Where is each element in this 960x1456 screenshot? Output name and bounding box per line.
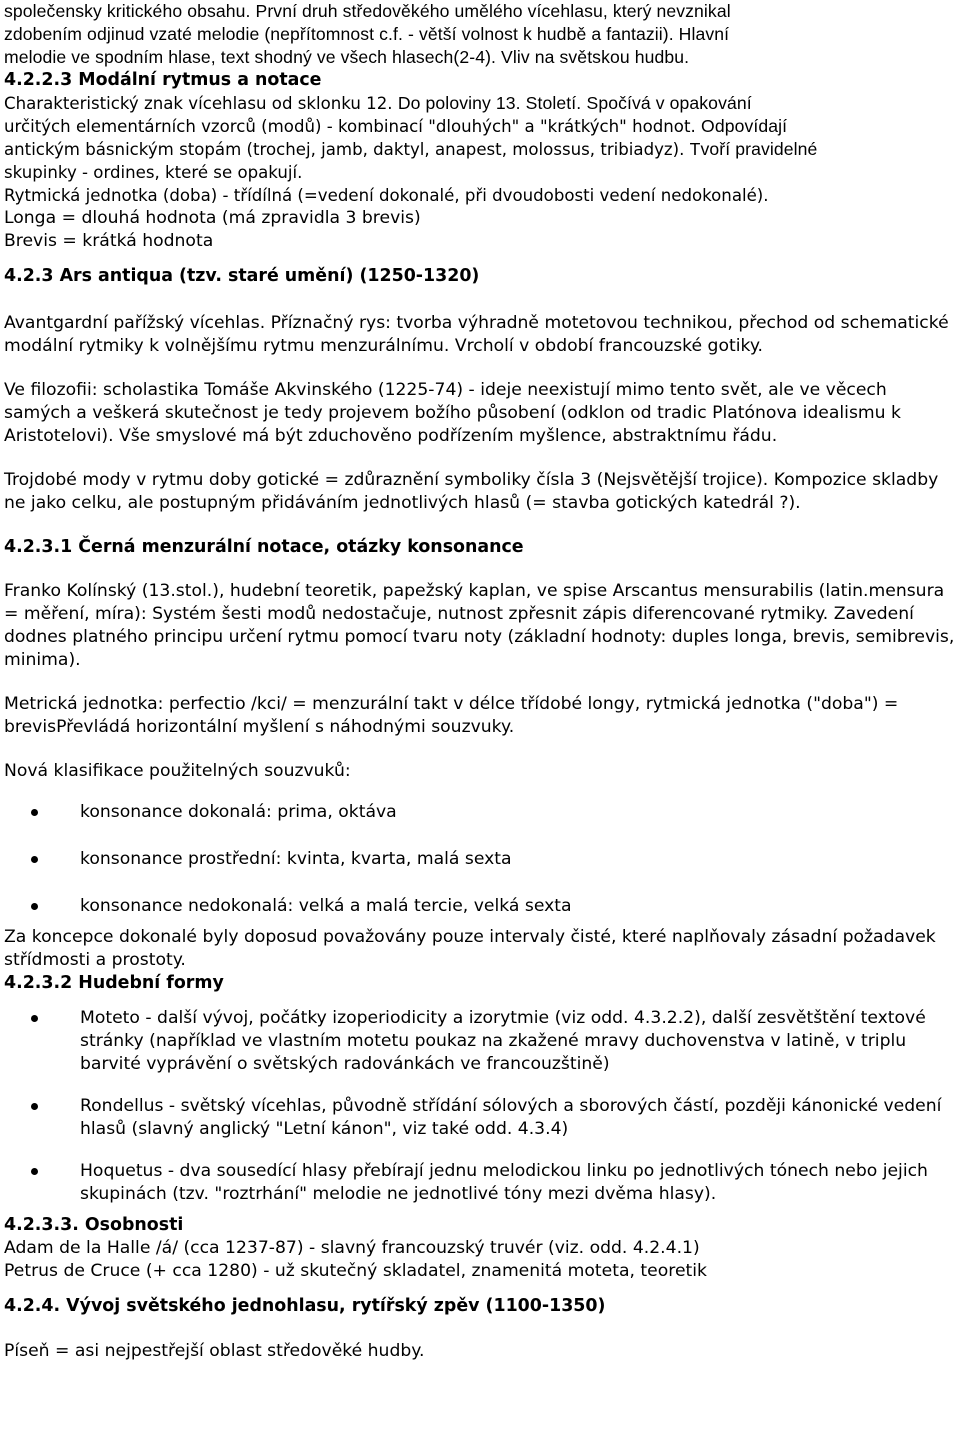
persons-paragraph-1: Adam de la Halle /á/ (cca 1237-87) - slavný francouzský truvér (viz. odd. 4.2.4.1) bbox=[4, 1238, 700, 1258]
mensural-paragraph-1: Franko Kolínský (13.stol.), hudební teoretik, papežský kaplan, ve spise Arscantus mensurabilis (latin.mensura = měření, míra): Systém šesti modů nedostačuje, nutnost zpřesnit zápis diferencované rytmiky. Zavedení dodnes platného principu určení rytmu pomocí tvaru noty (základní hodnoty: duples longa, brevis, semibrevis, minima). bbox=[4, 581, 955, 670]
secular-paragraph-1: Píseň = asi nejpestřejší oblast středověké hudby. bbox=[4, 1341, 425, 1361]
modal-text-4: skupinky - ordines, které se opakují. bbox=[4, 163, 303, 182]
modal-text-3b: Tvoří pravidelné bbox=[689, 139, 818, 159]
heading-musical-forms: 4.2.3.2 Hudební formy bbox=[4, 973, 224, 993]
modal-text-2b: Odpovídají bbox=[701, 116, 788, 136]
list-item: konsonance nedokonalá: velká a malá tercie, velká sexta bbox=[4, 895, 956, 918]
list-item: konsonance prostřední: kvinta, kvarta, malá sexta bbox=[4, 848, 956, 871]
ars-paragraph-2: Ve filozofii: scholastika Tomáše Akvinského (1225-74) - ideje neexistují mimo tento svět, ale ve věcech samých a veškerá skutečnost je tedy projevem božího působení (odklon od tradic Platónova idealismu k Aristotelovi). Vše smyslové má být zduchověno podřízením myšlence, abstraktnímu řádu. bbox=[4, 380, 901, 446]
forms-list bbox=[4, 1007, 956, 1206]
ars-paragraph-1: Avantgardní pařížský vícehlas. Příznačný rys: tvorba výhradně motetovou technikou, přechod od schematické modální rytmiky k volnějšímu rytmu menzurálnímu. Vrcholí v období francouzské gotiky. bbox=[4, 313, 949, 356]
persons-paragraph-2: Petrus de Cruce (+ cca 1280) - už skutečný skladatel, znamenitá moteta, teoretik bbox=[4, 1261, 707, 1281]
intro-line-3: melodie ve spodním hlase, text shodný ve všech hlasech(2-4). Vliv na světskou hudbu. bbox=[4, 47, 690, 67]
modal-unit-paragraph: Rytmická jednotka (doba) - třídílná (=vedení dokonalé, při dvoudobosti vedení nedokonalé). bbox=[4, 186, 769, 205]
modal-brevis-paragraph: Brevis = krátká hodnota bbox=[4, 231, 214, 251]
modal-longa-paragraph: Longa = dlouhá hodnota (má zpravidla 3 brevis) bbox=[4, 208, 421, 228]
intro-line-2: zdobením odjinud vzaté melodie (nepřítomnost c.f. - větší volnost k hudbě a fantazii). Hlavní bbox=[4, 24, 730, 44]
mensural-paragraph-4: Za koncepce dokonalé byly doposud považovány pouze intervaly čisté, které naplňovaly zásadní požadavek střídmosti a prostoty. bbox=[4, 927, 936, 970]
heading-secular-monophony: 4.2.4. Vývoj světského jednohlasu, rytířský zpěv (1100-1350) bbox=[4, 1296, 606, 1316]
heading-modal-rhythm: 4.2.2.3 Modální rytmus a notace bbox=[4, 70, 322, 90]
consonance-list bbox=[4, 801, 956, 918]
modal-text-2a: určitých elementárních vzorců (modů) - kombinací "dlouhých" a "krátkých" hodnot. bbox=[4, 117, 696, 136]
heading-ars-antiqua: 4.2.3 Ars antiqua (tzv. staré umění) (1250-1320) bbox=[4, 266, 480, 286]
ars-paragraph-3: Trojdobé mody v rytmu doby gotické = zdůraznění symboliky čísla 3 (Nejsvětější trojice). Kompozice skladby ne jako celku, ale postupným přidáváním jednotlivých hlasů (= stavba gotických katedrál ?). bbox=[4, 470, 939, 513]
mensural-paragraph-3: Nová klasifikace použitelných souzvuků: bbox=[4, 761, 351, 781]
modal-text-1a: Charakteristický znak vícehlasu od sklonku 12. bbox=[4, 94, 393, 113]
mensural-paragraph-2: Metrická jednotka: perfectio /kci/ = menzurální takt v délce třídobé longy, rytmická jednotka ("doba") = brevisPřevládá horizontální myšlení s náhodnými souzvuky. bbox=[4, 694, 899, 737]
modal-text-3a: antickým básnickým stopám (trochej, jamb, daktyl, anapest, molossus, tribiadyz). bbox=[4, 140, 685, 159]
list-item: Rondellus - světský vícehlas, původně střídání sólových a sborových částí, později kánonické vedení hlasů (slavný anglický "Letní kánon", viz také odd. 4.3.4) bbox=[4, 1095, 956, 1141]
heading-personalities: 4.2.3.3. Osobnosti bbox=[4, 1215, 184, 1235]
intro-line-1: společensky kritického obsahu. První druh středověkého umělého vícehlasu, který nevznikal bbox=[4, 1, 731, 21]
list-item: konsonance dokonalá: prima, oktáva bbox=[4, 801, 956, 824]
modal-paragraph bbox=[4, 92, 956, 184]
modal-text-1b: Do poloviny 13. Století. bbox=[397, 93, 582, 113]
modal-text-1c: Spočívá v opakování bbox=[586, 93, 752, 113]
list-item: Hoquetus - dva sousedící hlasy přebírají jednu melodickou linku po jednotlivých tónech nebo jejich skupinách (tzv. "roztrhání" melodie ne jednotlivé tóny mezi dvěma hlasy). bbox=[4, 1160, 956, 1206]
heading-mensural-notation: 4.2.3.1 Černá menzurální notace, otázky konsonance bbox=[4, 537, 524, 557]
list-item: Moteto - další vývoj, počátky izoperiodicity a izorytmie (viz odd. 4.3.2.2), další zesvětštění textové stránky (například ve vlastním motetu poukaz na zkažené mravy duchovenstva v latině, v triplu barvité vyprávění o světských radovánkách ve francouzštině) bbox=[4, 1007, 956, 1076]
